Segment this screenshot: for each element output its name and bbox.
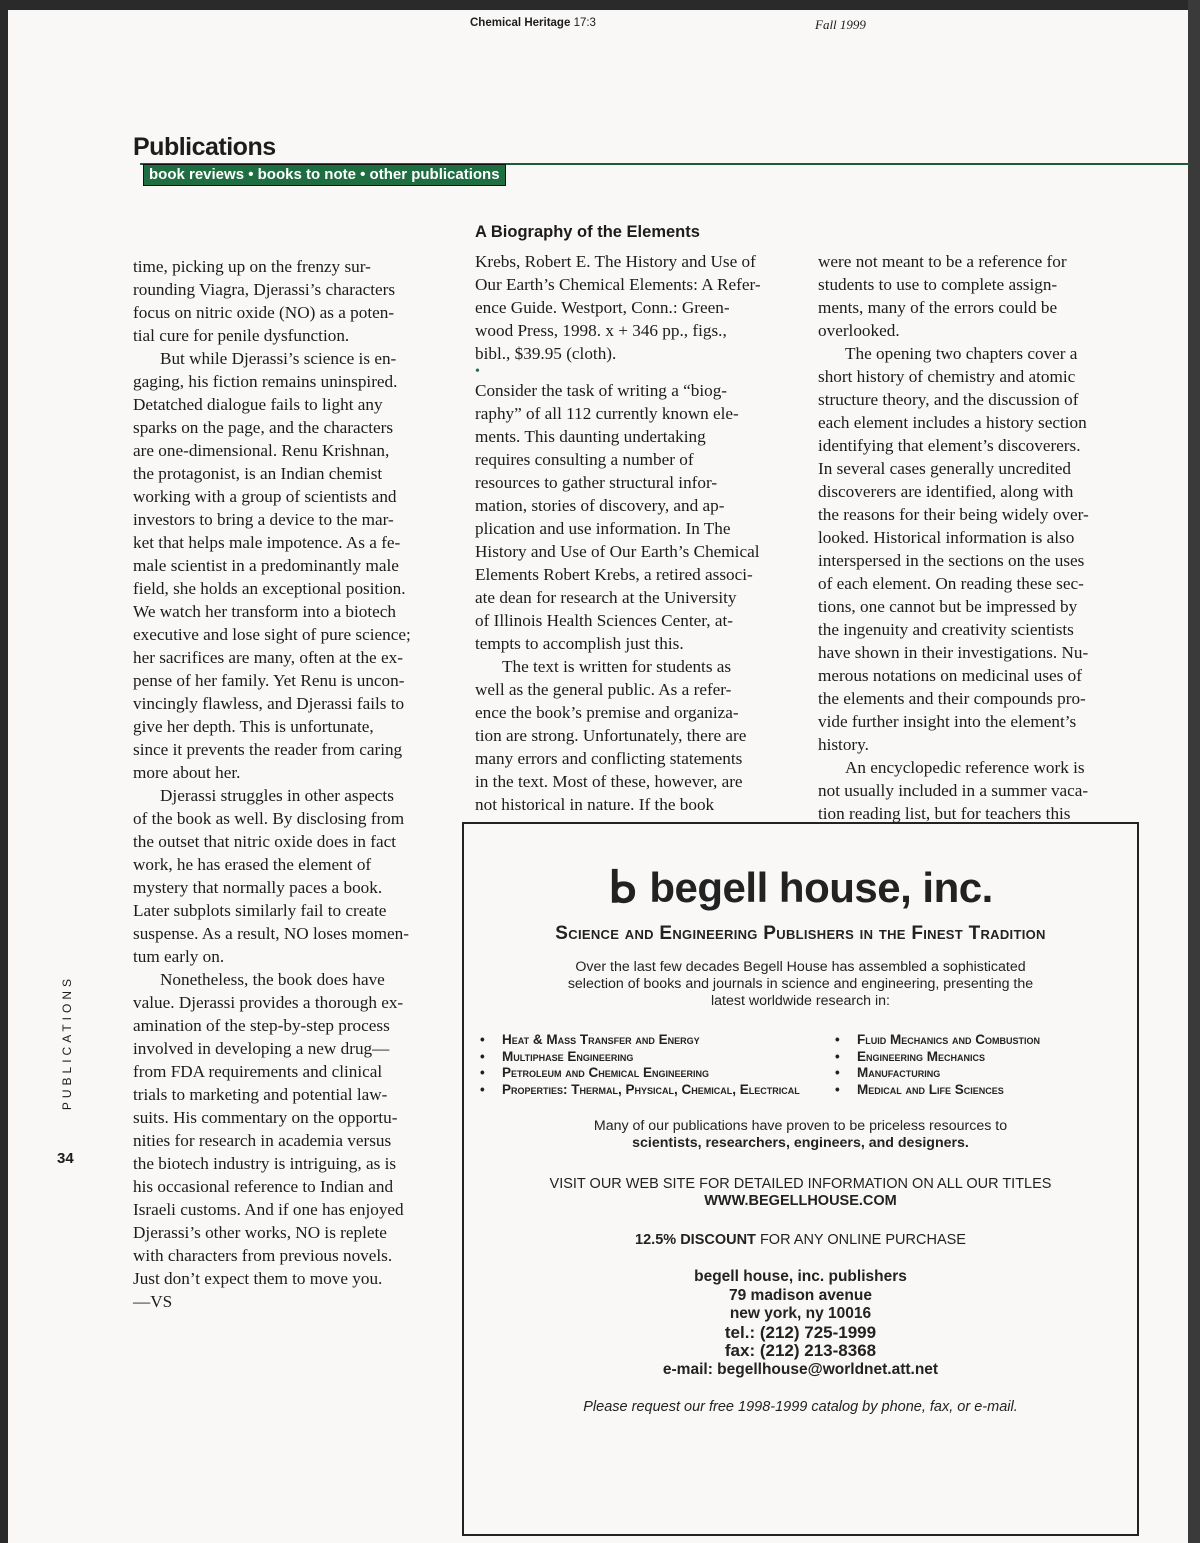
- text-line: the biotech industry is intriguing, as is: [133, 1154, 397, 1173]
- text-line: structure theory, and the discussion of: [818, 390, 1079, 409]
- text-line: We watch her transform into a biotech: [133, 602, 397, 621]
- text-line: tion reading list, but for teachers this: [818, 804, 1071, 823]
- text-line: interspersed in the sections on the uses: [818, 551, 1085, 570]
- text-line: Detatched dialogue fails to light any: [133, 395, 383, 414]
- topic-item: • Engineering Mechanics: [819, 1049, 1134, 1066]
- fax: fax: (212) 213-8368: [724, 1341, 877, 1360]
- text-line: involved in developing a new drug—: [133, 1039, 390, 1058]
- text-line: looked. Historical information is also: [818, 528, 1075, 547]
- ad-topics: [464, 1032, 1137, 1098]
- text-line: An encyclopedic reference work is: [845, 758, 1085, 777]
- text-line: ence Guide. Westport, Conn.: Green-: [475, 298, 730, 317]
- text-line: investors to bring a device to the mar-: [133, 510, 394, 529]
- text-line: were not meant to be a reference for: [818, 252, 1067, 271]
- text-line: merous notations on medicinal uses of: [818, 666, 1082, 685]
- separator-bullet: •: [475, 364, 480, 379]
- text-line: suspense. As a result, NO loses momen-: [133, 924, 409, 943]
- text-line: history.: [818, 735, 869, 754]
- text-line: Just don’t expect them to move you.: [133, 1269, 383, 1288]
- ad-discount: [464, 1232, 1137, 1248]
- ad-contact: [464, 1268, 1137, 1379]
- ad-resources: [464, 1118, 1137, 1152]
- text-line: many errors and conflicting statements: [475, 749, 743, 768]
- sidebar-label: PUBLICATIONS: [60, 975, 74, 1111]
- text-line: have shown in their investigations. Nu-: [818, 643, 1089, 662]
- ad-company-name: begell house, inc.: [649, 864, 993, 911]
- ad-website-link[interactable]: WWW.BEGELLHOUSE.COM: [704, 1193, 897, 1209]
- text-line: raphy” of all 112 currently known ele-: [475, 404, 739, 423]
- ad-tagline: Science and Engineering Publishers in the Finest Tradition: [555, 923, 1046, 944]
- text-line: tion are strong. Unfortunately, there are: [475, 726, 747, 745]
- text-line: not historical in nature. If the book: [475, 795, 715, 814]
- text-line: ate dean for research at the University: [475, 588, 737, 607]
- text-line: sparks on the page, and the characters: [133, 418, 394, 437]
- issue-season: Fall 1999: [815, 17, 866, 32]
- text-line: tum early on.: [133, 947, 225, 966]
- text-line: the ingenuity and creativity scientists: [818, 620, 1074, 639]
- text-line: the elements and their compounds pro-: [818, 689, 1086, 708]
- text-line: Krebs, Robert E. The History and Use of: [475, 252, 756, 271]
- text-line: requires consulting a number of: [475, 450, 694, 469]
- address-line: new york, ny 10016: [729, 1305, 872, 1322]
- text-line: well as the general public. As a refer-: [475, 680, 732, 699]
- text-line: of the book as well. By disclosing from: [133, 809, 405, 828]
- text-line: Consider the task of writing a “biog-: [475, 381, 728, 400]
- ad-logo: [464, 862, 1137, 913]
- text-line: ments, many of the errors could be: [818, 298, 1058, 317]
- text-line: his occasional reference to Indian and: [133, 1177, 394, 1196]
- text-line: from FDA requirements and clinical: [133, 1062, 383, 1081]
- text-line: give her depth. This is unfortunate,: [133, 717, 374, 736]
- page-number: 34: [57, 1150, 74, 1167]
- text-line: executive and lose sight of pure science;: [133, 625, 411, 644]
- journal-name: Chemical Heritage: [470, 17, 571, 29]
- text-line: are one-dimensional. Renu Krishnan,: [133, 441, 390, 460]
- text-line: students to use to complete assign-: [818, 275, 1058, 294]
- text-line: working with a group of scientists and: [133, 487, 397, 506]
- text-line: History and Use of Our Earth’s Chemical: [475, 542, 760, 561]
- text-line: The opening two chapters cover a: [845, 344, 1078, 363]
- address-line: 79 madison avenue: [728, 1286, 872, 1304]
- topic-item: • Multiphase Engineering: [464, 1049, 819, 1066]
- column-3: [818, 250, 1089, 825]
- begell-house-advertisement: [462, 822, 1139, 1536]
- text-line: the protagonist, is an Indian chemist: [133, 464, 383, 483]
- address-line: begell house, inc. publishers: [694, 1268, 907, 1285]
- text-line: ence the book’s premise and organiza-: [475, 703, 739, 722]
- text-line: ket that helps male impotence. As a fe-: [133, 533, 401, 552]
- text-line: gaging, his fiction remains uninspired.: [133, 372, 398, 391]
- topic-item: • Heat & Mass Transfer and Energy: [464, 1032, 819, 1049]
- text-line: amination of the step-by-step process: [133, 1016, 390, 1035]
- text-line: short history of chemistry and atomic: [818, 367, 1076, 386]
- text-line: mation, stories of discovery, and ap-: [475, 496, 725, 515]
- ad-intro-line: latest worldwide research in:: [711, 993, 890, 1009]
- column-1: [133, 255, 411, 1313]
- review-heading: A Biography of the Elements: [475, 223, 700, 241]
- text-line: tial cure for penile dysfunction.: [133, 326, 350, 345]
- text-line: Our Earth’s Chemical Elements: A Refer-: [475, 275, 761, 294]
- topic-item: • Petroleum and Chemical Engineering: [464, 1065, 819, 1082]
- text-line: not usually included in a summer vaca-: [818, 781, 1089, 800]
- ad-visit-text: VISIT OUR WEB SITE FOR DETAILED INFORMATION ON ALL OUR TITLES: [549, 1176, 1052, 1192]
- ad-resources-audience: scientists, researchers, engineers, and designers.: [632, 1135, 969, 1151]
- text-line: pense of her family. Yet Renu is uncon-: [133, 671, 405, 690]
- text-line: resources to gather structural infor-: [475, 473, 718, 492]
- text-line: Later subplots similarly fail to create: [133, 901, 387, 920]
- column-2: [475, 250, 761, 816]
- text-line: trials to marketing and potential law-: [133, 1085, 388, 1104]
- text-line: discoverers are identified, along with: [818, 482, 1074, 501]
- text-line: plication and use information. In The: [475, 519, 731, 538]
- text-line: But while Djerassi’s science is en-: [160, 349, 397, 368]
- text-line: Elements Robert Krebs, a retired associ-: [475, 565, 753, 584]
- discount-text: FOR ANY ONLINE PURCHASE: [755, 1232, 966, 1248]
- text-line: of each element. On reading these sec-: [818, 574, 1084, 593]
- text-line: Djerassi’s other works, NO is replete: [133, 1223, 387, 1242]
- text-line: The text is written for students as: [502, 657, 732, 676]
- text-line: more about her.: [133, 763, 241, 782]
- text-line: the outset that nitric oxide does in fact: [133, 832, 396, 851]
- text-line: ments. This daunting undertaking: [475, 427, 706, 446]
- text-line: work, he has erased the element of: [133, 855, 372, 874]
- text-line: since it prevents the reader from caring: [133, 740, 403, 759]
- topic-item: • Fluid Mechanics and Combustion: [819, 1032, 1134, 1049]
- text-line: the reasons for their being widely over-: [818, 505, 1089, 524]
- ad-intro: [464, 959, 1137, 1010]
- topic-item: • Properties: Thermal, Physical, Chemical, Electrical: [464, 1082, 819, 1099]
- text-line: vincingly flawless, and Djerassi fails to: [133, 694, 405, 713]
- text-line: value. Djerassi provides a thorough ex-: [133, 993, 404, 1012]
- text-line: mystery that normally paces a book.: [133, 878, 383, 897]
- text-line: her sacrifices are many, often at the ex-: [133, 648, 403, 667]
- running-header: [470, 17, 596, 29]
- text-line: suits. His commentary on the opportu-: [133, 1108, 398, 1127]
- text-line: In several cases generally uncredited: [818, 459, 1071, 478]
- ad-website: [464, 1176, 1137, 1210]
- text-line: male scientist in a predominantly male: [133, 556, 399, 575]
- text-line: time, picking up on the frenzy sur-: [133, 257, 371, 276]
- scan-edge: [1188, 0, 1200, 1543]
- ad-intro-line: selection of books and journals in science and engineering, presenting the: [567, 976, 1034, 992]
- email[interactable]: e-mail: begellhouse@worldnet.att.net: [662, 1360, 939, 1378]
- text-line: of Illinois Health Sciences Center, at-: [475, 611, 733, 630]
- text-line: —VS: [133, 1292, 173, 1311]
- text-line: Israeli customs. And if one has enjoyed: [133, 1200, 404, 1219]
- text-line: identifying that element’s discoverers.: [818, 436, 1081, 455]
- discount-value: 12.5% DISCOUNT: [635, 1232, 756, 1248]
- topic-item: • Medical and Life Sciences: [819, 1082, 1134, 1099]
- text-line: Nonetheless, the book does have: [160, 970, 385, 989]
- text-line: in the text. Most of these, however, are: [475, 772, 743, 791]
- text-line: nities for research in academia versus: [133, 1131, 392, 1150]
- text-line: bibl., $39.95 (cloth).: [475, 344, 617, 363]
- text-line: Djerassi struggles in other aspects: [160, 786, 394, 805]
- text-line: rounding Viagra, Djerassi’s characters: [133, 280, 396, 299]
- begell-logo-icon: ᖯ: [608, 863, 636, 912]
- phone: tel.: (212) 725-1999: [724, 1322, 877, 1342]
- text-line: tions, one cannot but be impressed by: [818, 597, 1078, 616]
- text-line: focus on nitric oxide (NO) as a poten-: [133, 303, 395, 322]
- section-tagline: book reviews • books to note • other publications: [143, 164, 506, 186]
- text-line: overlooked.: [818, 321, 900, 340]
- topic-item: • Manufacturing: [819, 1065, 1134, 1082]
- text-line: tempts to accomplish just this.: [475, 634, 684, 653]
- text-line: vide further insight into the element’s: [818, 712, 1077, 731]
- section-title: Publications: [133, 133, 276, 161]
- text-line: field, she holds an exceptional position.: [133, 579, 406, 598]
- ad-catalog-note: Please request our free 1998-1999 catalog by phone, fax, or e-mail.: [583, 1399, 1018, 1415]
- text-line: each element includes a history section: [818, 413, 1087, 432]
- ad-resources-line: Many of our publications have proven to be priceless resources to: [593, 1118, 1008, 1134]
- text-line: wood Press, 1998. x + 346 pp., figs.,: [475, 321, 727, 340]
- text-line: with characters from previous novels.: [133, 1246, 393, 1265]
- issue-number: 17:3: [573, 17, 596, 29]
- ad-intro-line: Over the last few decades Begell House has assembled a sophisticated: [575, 959, 1026, 975]
